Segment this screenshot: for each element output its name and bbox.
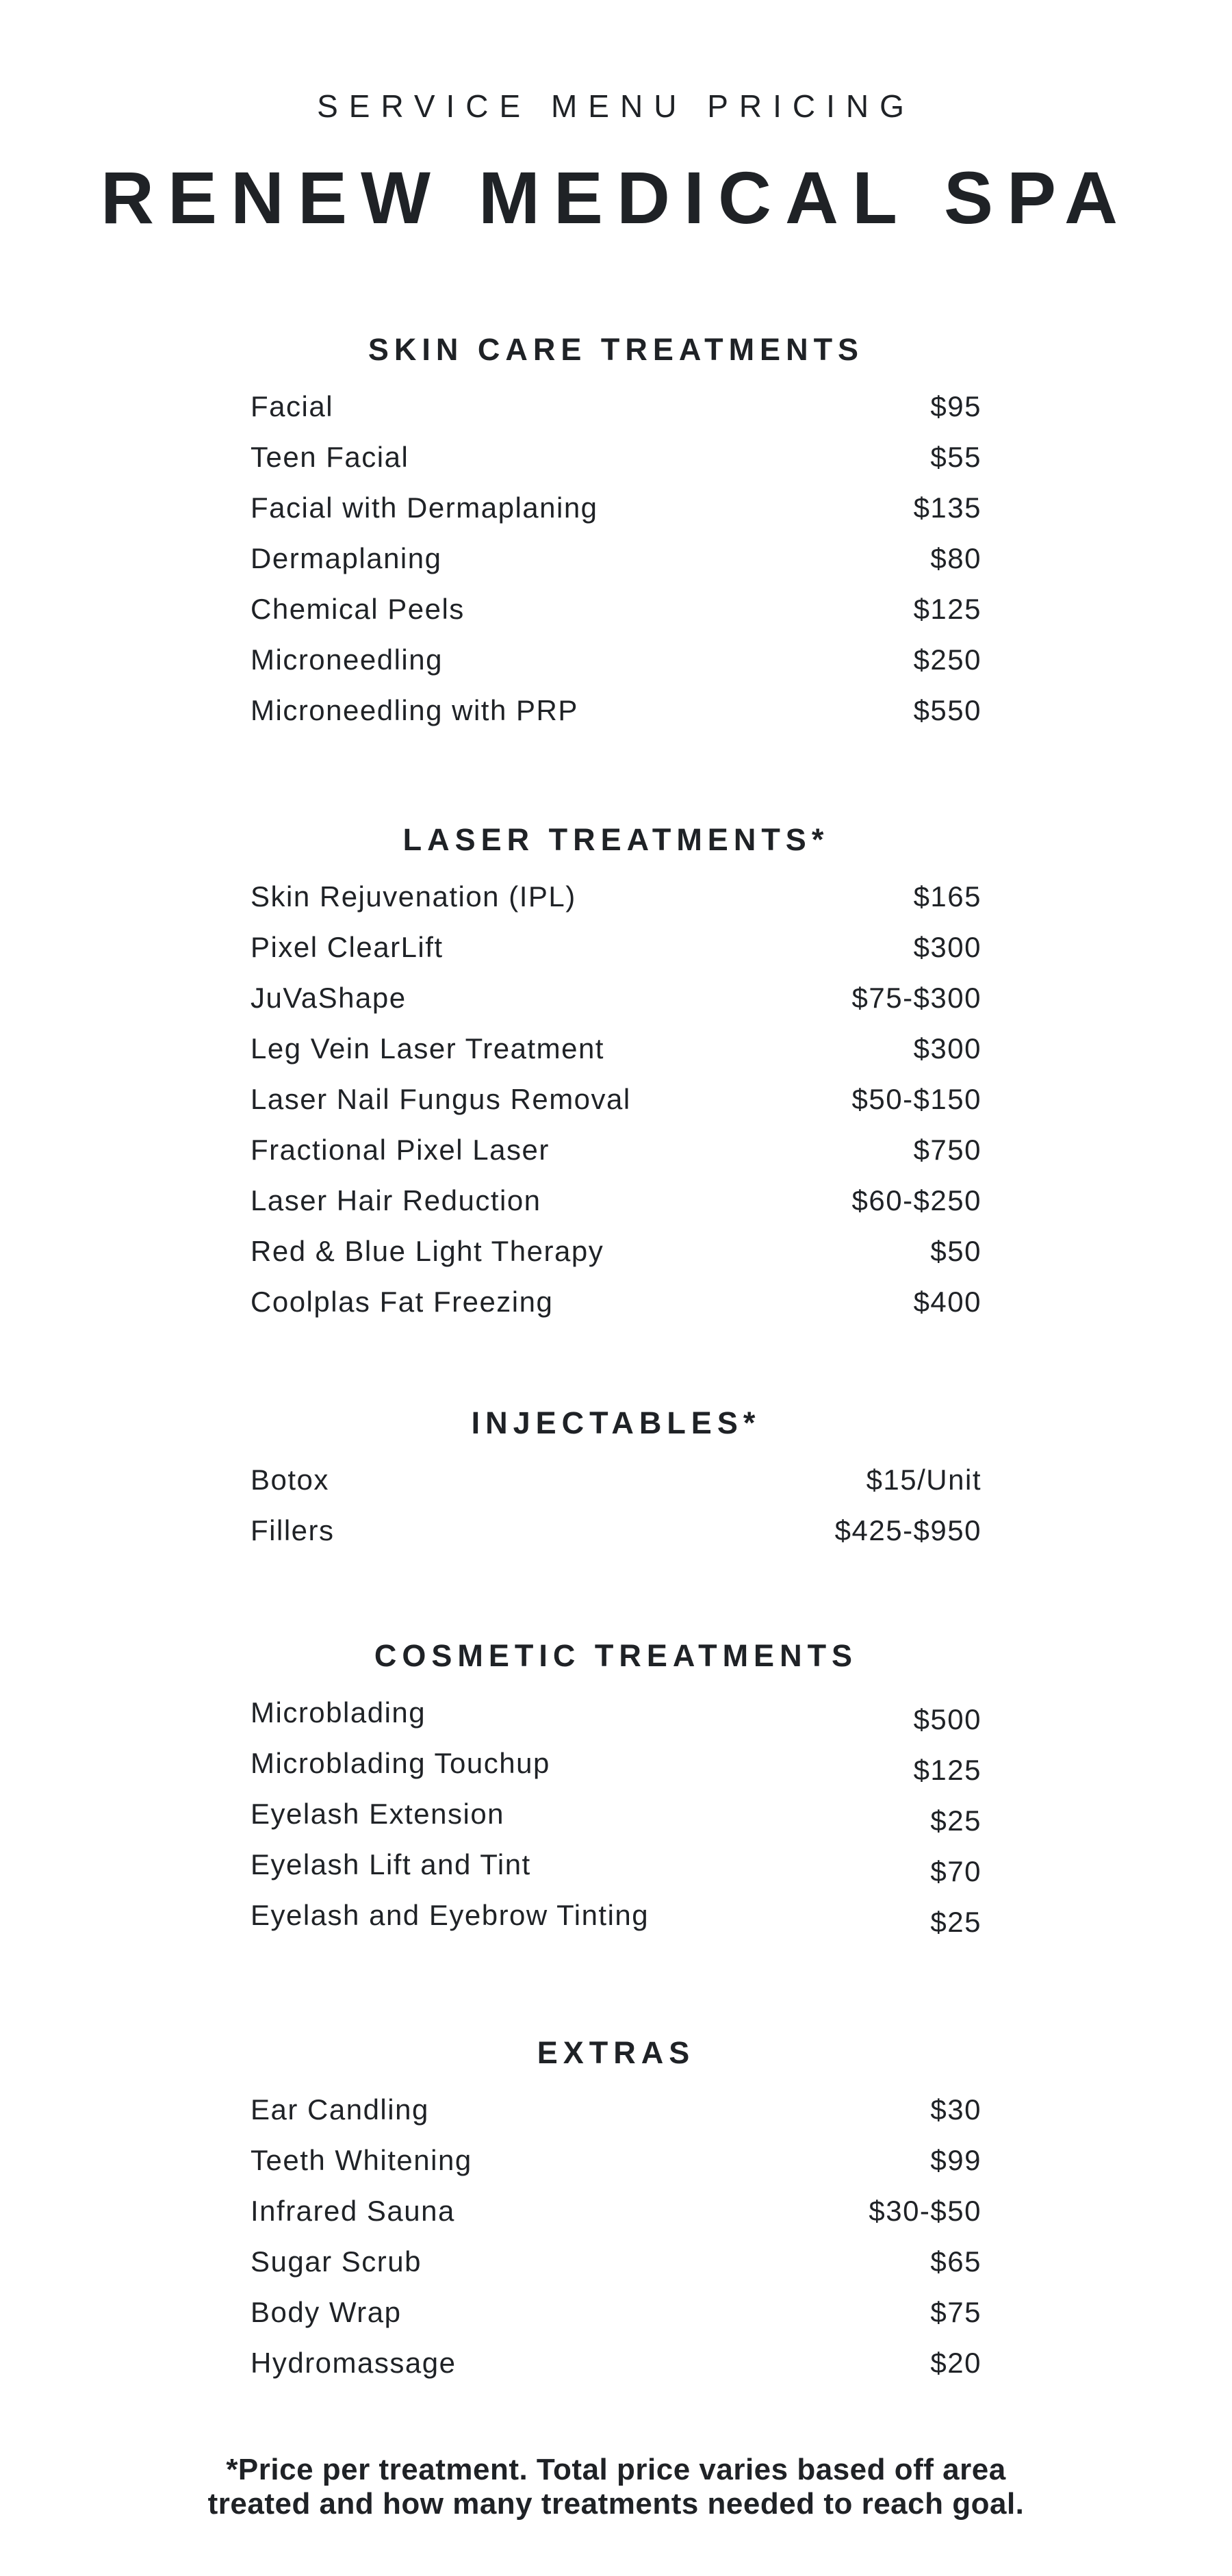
service-price: $50-$150 bbox=[851, 1083, 981, 1115]
spa-name-title: RENEW MEDICAL SPA bbox=[100, 156, 1132, 239]
service-list bbox=[251, 1687, 981, 1941]
service-list bbox=[251, 2084, 981, 2388]
service-price: $750 bbox=[913, 1134, 981, 1166]
service-row bbox=[251, 1789, 981, 1839]
service-name: Microneedling bbox=[251, 643, 443, 676]
service-price: $70 bbox=[930, 1855, 981, 1887]
service-row bbox=[251, 1738, 981, 1789]
service-name: Botox bbox=[251, 1464, 329, 1496]
service-price: $400 bbox=[913, 1286, 981, 1318]
service-name: Red & Blue Light Therapy bbox=[251, 1235, 604, 1267]
section-heading: LASER TREATMENTS* bbox=[402, 822, 830, 857]
menu-sections bbox=[251, 334, 981, 2388]
section-heading: INJECTABLES* bbox=[471, 1405, 761, 1440]
service-name: Chemical Peels bbox=[251, 593, 465, 625]
service-name: Eyelash Extension bbox=[251, 1798, 505, 1830]
service-name: JuVaShape bbox=[251, 982, 407, 1014]
service-row bbox=[251, 1226, 981, 1277]
service-row bbox=[251, 973, 981, 1023]
service-row bbox=[251, 871, 981, 922]
menu-section bbox=[251, 824, 981, 1327]
service-name: Eyelash Lift and Tint bbox=[251, 1848, 531, 1880]
menu-section bbox=[251, 334, 981, 736]
service-name: Facial with Dermaplaning bbox=[251, 492, 598, 524]
service-price: $500 bbox=[913, 1703, 981, 1735]
service-name: Microblading Touchup bbox=[251, 1747, 550, 1779]
service-price: $25 bbox=[930, 1906, 981, 1938]
service-price: $65 bbox=[930, 2245, 981, 2278]
service-row bbox=[251, 1175, 981, 1226]
service-name: Facial bbox=[251, 390, 334, 422]
service-name: Dermaplaning bbox=[251, 542, 442, 574]
service-list bbox=[251, 381, 981, 736]
service-row bbox=[251, 922, 981, 973]
service-price: $250 bbox=[913, 643, 981, 676]
service-price: $75 bbox=[930, 2296, 981, 2328]
service-row bbox=[251, 1505, 981, 1556]
service-row bbox=[251, 533, 981, 584]
service-name: Ear Candling bbox=[251, 2093, 429, 2126]
service-row bbox=[251, 1125, 981, 1175]
service-row bbox=[251, 1277, 981, 1327]
service-price: $300 bbox=[913, 1032, 981, 1064]
service-row bbox=[251, 2338, 981, 2388]
service-row bbox=[251, 584, 981, 635]
service-row bbox=[251, 685, 981, 736]
service-name: Infrared Sauna bbox=[251, 2195, 455, 2227]
service-row bbox=[251, 2135, 981, 2186]
service-price: $50 bbox=[930, 1235, 981, 1267]
service-price: $125 bbox=[913, 1754, 981, 1786]
service-name: Laser Nail Fungus Removal bbox=[251, 1083, 631, 1115]
service-row bbox=[251, 2186, 981, 2236]
service-row bbox=[251, 2084, 981, 2135]
service-price: $55 bbox=[930, 441, 981, 473]
section-heading: EXTRAS bbox=[537, 2035, 695, 2070]
service-name: Skin Rejuvenation (IPL) bbox=[251, 880, 576, 913]
service-name: Leg Vein Laser Treatment bbox=[251, 1032, 604, 1064]
service-name: Sugar Scrub bbox=[251, 2245, 422, 2278]
service-price: $60-$250 bbox=[851, 1184, 981, 1216]
service-row bbox=[251, 2287, 981, 2338]
service-price: $125 bbox=[913, 593, 981, 625]
menu-section bbox=[251, 2037, 981, 2388]
service-price: $550 bbox=[913, 694, 981, 726]
service-price: $165 bbox=[913, 880, 981, 913]
service-row bbox=[251, 1839, 981, 1890]
menu-section bbox=[251, 1640, 981, 1941]
service-name: Eyelash and Eyebrow Tinting bbox=[251, 1899, 650, 1931]
service-name: Microblading bbox=[251, 1696, 426, 1729]
service-list bbox=[251, 1455, 981, 1556]
service-name: Microneedling with PRP bbox=[251, 694, 578, 726]
service-name: Laser Hair Reduction bbox=[251, 1184, 541, 1216]
service-name: Pixel ClearLift bbox=[251, 931, 444, 963]
menu-eyebrow: SERVICE MENU PRICING bbox=[317, 88, 915, 124]
service-price: $15/Unit bbox=[866, 1464, 981, 1496]
service-row bbox=[251, 2236, 981, 2287]
service-price: $99 bbox=[930, 2144, 981, 2176]
service-name: Teeth Whitening bbox=[251, 2144, 472, 2176]
service-name: Coolplas Fat Freezing bbox=[251, 1286, 554, 1318]
section-heading: SKIN CARE TREATMENTS bbox=[368, 332, 864, 367]
service-name: Body Wrap bbox=[251, 2296, 402, 2328]
service-price: $300 bbox=[913, 931, 981, 963]
service-row bbox=[251, 483, 981, 533]
service-price: $135 bbox=[913, 492, 981, 524]
menu-section bbox=[251, 1407, 981, 1556]
service-row bbox=[251, 635, 981, 685]
service-name: Hydromassage bbox=[251, 2347, 457, 2379]
service-row bbox=[251, 1023, 981, 1074]
service-row bbox=[251, 381, 981, 432]
service-name: Teen Facial bbox=[251, 441, 409, 473]
service-list bbox=[251, 871, 981, 1327]
service-row bbox=[251, 1074, 981, 1125]
service-price: $30-$50 bbox=[869, 2195, 981, 2227]
service-price: $425-$950 bbox=[834, 1514, 981, 1546]
section-heading: COSMETIC TREATMENTS bbox=[374, 1638, 858, 1673]
service-price: $80 bbox=[930, 542, 981, 574]
service-price: $95 bbox=[930, 390, 981, 422]
service-row bbox=[251, 432, 981, 483]
price-disclaimer: *Price per treatment. Total price varies based off area treated and how many treatments needed to reach goal. bbox=[207, 2453, 1025, 2521]
service-price: $20 bbox=[930, 2347, 981, 2379]
service-row bbox=[251, 1455, 981, 1505]
service-price: $30 bbox=[930, 2093, 981, 2126]
service-row bbox=[251, 1687, 981, 1738]
service-name: Fillers bbox=[251, 1514, 335, 1546]
service-price: $75-$300 bbox=[851, 982, 981, 1014]
service-price: $25 bbox=[930, 1805, 981, 1837]
service-row bbox=[251, 1890, 981, 1941]
service-name: Fractional Pixel Laser bbox=[251, 1134, 550, 1166]
